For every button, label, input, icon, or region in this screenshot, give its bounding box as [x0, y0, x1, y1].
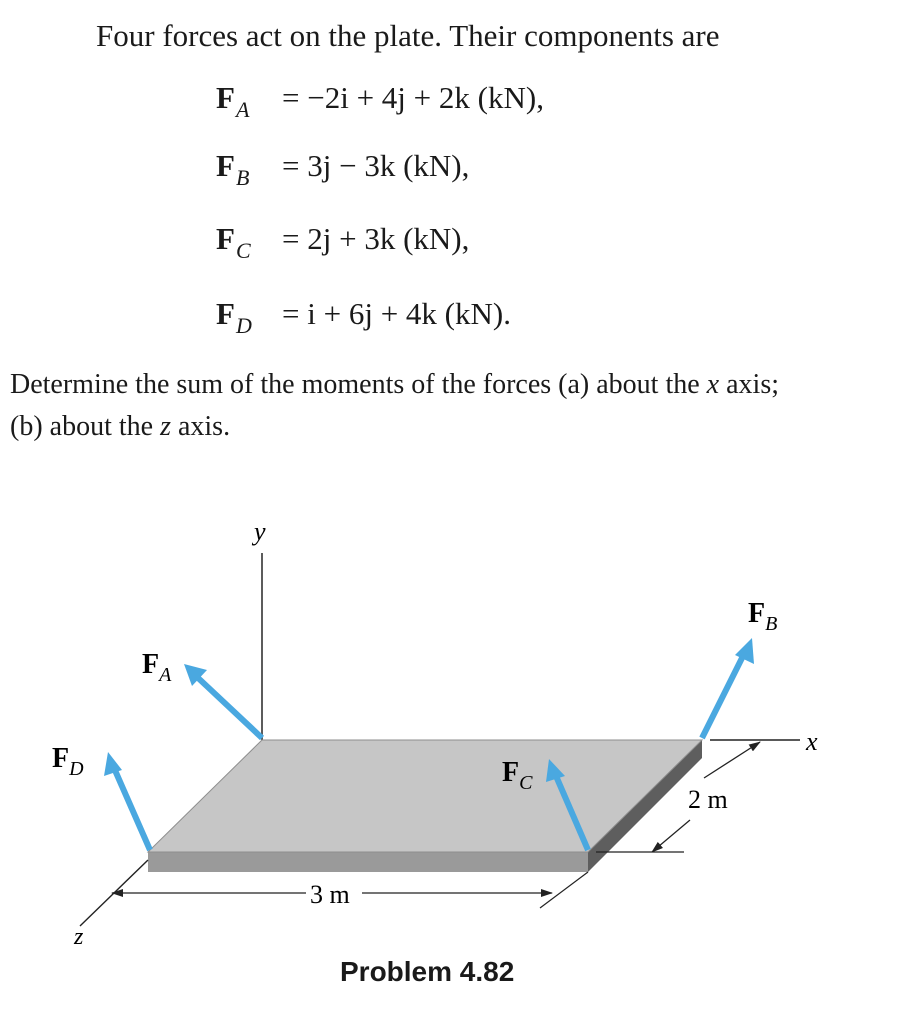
dim-3m-label: 3 m	[310, 880, 350, 909]
dim-2m-arrow-up	[704, 742, 760, 778]
x-axis-label: x	[806, 727, 818, 756]
equation-rhs: = i + 6j + 4k (kN).	[282, 296, 511, 331]
label-FC: $F_C$	[502, 757, 533, 794]
force-arrow-FA	[184, 664, 262, 738]
dim-2m-arrow-down	[652, 820, 690, 852]
force-arrow-FA-shaft	[196, 676, 262, 738]
question-line-1: Determine the sum of the moments of the forces (a) about the x axis;	[10, 369, 779, 400]
question-line-2: (b) about the z axis.	[10, 411, 231, 442]
force-subscript: B	[235, 165, 250, 190]
dim-extension-right	[540, 872, 588, 908]
force-symbol: F	[216, 80, 235, 115]
y-axis-label: y	[254, 517, 266, 546]
force-arrow-FD-shaft	[114, 768, 150, 850]
force-symbol: F	[216, 221, 235, 256]
z-axis-label: z	[74, 924, 84, 950]
force-arrow-FD-head	[104, 752, 122, 776]
equation-rhs: = 2j + 3k (kN),	[282, 221, 470, 256]
force-arrow-FB	[702, 638, 754, 738]
figure-caption: Problem 4.82	[340, 956, 515, 987]
force-subscript: A	[235, 97, 250, 122]
force-symbol: F	[216, 148, 235, 183]
equation-rhs: = −2i + 4j + 2k (kN),	[282, 80, 544, 115]
plate-front-face	[148, 852, 588, 872]
dim-2m-label: 2 m	[688, 785, 728, 814]
label-FB: $F_B$	[748, 598, 778, 635]
force-subscript: C	[235, 238, 251, 263]
force-symbol: F	[216, 296, 235, 331]
force-arrow-FD	[104, 752, 150, 850]
label-FA: $F_A$	[142, 649, 172, 686]
equation-rhs: = 3j − 3k (kN),	[282, 148, 470, 183]
label-FD: $F_D$	[52, 743, 84, 780]
force-arrow-FB-shaft	[702, 654, 744, 738]
problem-intro: Four forces act on the plate. Their components are	[96, 18, 720, 53]
force-subscript: D	[235, 313, 252, 338]
